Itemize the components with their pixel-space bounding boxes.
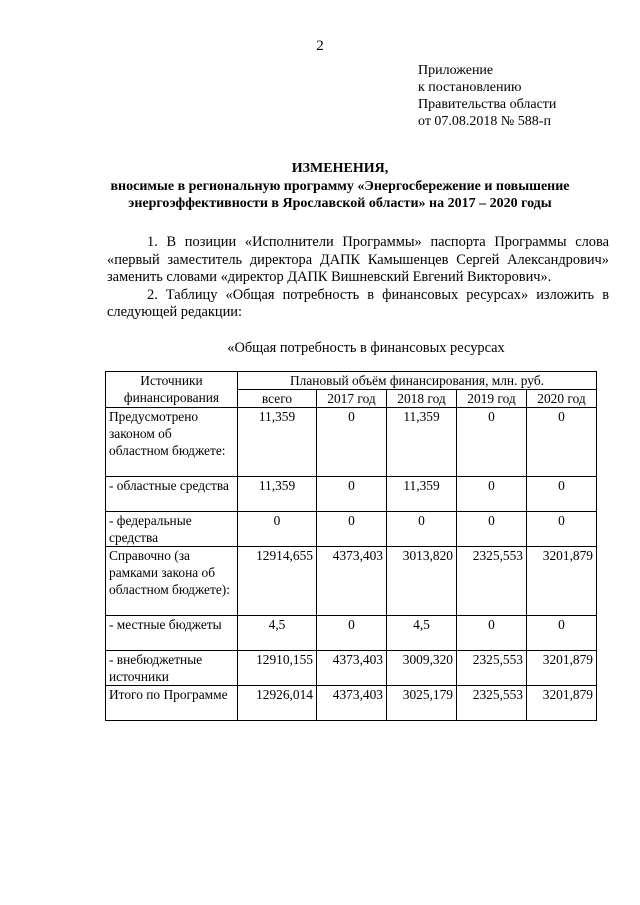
column-header: всего bbox=[238, 390, 317, 408]
column-header: 2020 год bbox=[527, 390, 597, 408]
table-cell: 0 bbox=[527, 408, 597, 477]
table-cell: 11,359 bbox=[387, 408, 457, 477]
page-number: 2 bbox=[316, 38, 324, 54]
table-cell: 2325,553 bbox=[457, 547, 527, 616]
table-cell: 11,359 bbox=[387, 477, 457, 512]
table-cell: 3025,179 bbox=[387, 686, 457, 721]
paragraph: 1. В позиции «Исполнители Программы» паспорта Программы слова «первый заместитель директора ДАПК Камышенцев Сергей Александрович» заменить словами «директор ДАПК Вишневский Евгений Викторович». bbox=[107, 234, 609, 285]
table-row bbox=[106, 477, 597, 512]
table-cell: 4373,403 bbox=[317, 651, 387, 686]
row-label: - областные средства bbox=[106, 477, 238, 512]
row-label: - внебюджетные источники bbox=[106, 651, 238, 686]
table-cell: 4,5 bbox=[387, 616, 457, 651]
paragraph: 2. Таблицу «Общая потребность в финансовых ресурсах» изложить в следующей редакции: bbox=[107, 286, 609, 320]
table-header-row bbox=[106, 372, 597, 390]
table-row bbox=[106, 512, 597, 547]
table-cell: 12914,655 bbox=[238, 547, 317, 616]
table-caption: «Общая потребность в финансовых ресурсах bbox=[227, 340, 505, 356]
column-header: 2018 год bbox=[387, 390, 457, 408]
title-line: вносимые в региональную программу «Энергосбережение и повышение bbox=[110, 179, 570, 194]
appendix-line: к постановлению bbox=[418, 80, 522, 95]
table-cell: 0 bbox=[387, 512, 457, 547]
table-cell: 0 bbox=[527, 512, 597, 547]
table-cell: 0 bbox=[457, 408, 527, 477]
table-cell: 4,5 bbox=[238, 616, 317, 651]
table-cell: 2325,553 bbox=[457, 651, 527, 686]
table-cell: 0 bbox=[317, 616, 387, 651]
table-row bbox=[106, 547, 597, 616]
document-title bbox=[60, 160, 620, 212]
table-row bbox=[106, 651, 597, 686]
table-cell: 0 bbox=[238, 512, 317, 547]
table-row bbox=[106, 408, 597, 477]
row-label: - местные бюджеты bbox=[106, 616, 238, 651]
table-cell: 12910,155 bbox=[238, 651, 317, 686]
table-cell: 0 bbox=[527, 477, 597, 512]
row-label: - федеральные средства bbox=[106, 512, 238, 547]
table-cell: 12926,014 bbox=[238, 686, 317, 721]
table-cell: 3201,879 bbox=[527, 547, 597, 616]
title-heading: ИЗМЕНЕНИЯ, bbox=[291, 161, 389, 176]
row-label: Справочно (за рамками закона об областном бюджете): bbox=[106, 547, 238, 616]
table-cell: 0 bbox=[317, 477, 387, 512]
table-cell: 0 bbox=[457, 512, 527, 547]
appendix-block bbox=[418, 62, 556, 130]
table-cell: 0 bbox=[457, 477, 527, 512]
appendix-line: Приложение bbox=[418, 63, 494, 78]
table-cell: 2325,553 bbox=[457, 686, 527, 721]
table-cell: 0 bbox=[457, 616, 527, 651]
table-cell: 3009,320 bbox=[387, 651, 457, 686]
table-cell: 11,359 bbox=[238, 477, 317, 512]
table-cell: 4373,403 bbox=[317, 686, 387, 721]
table-row bbox=[106, 616, 597, 651]
appendix-line: от 07.08.2018 № 588-п bbox=[418, 114, 551, 129]
row-label: Предусмотрено законом об областном бюджете: bbox=[106, 408, 238, 477]
header-plan: Плановый объём финансирования, млн. руб. bbox=[238, 372, 597, 390]
table-cell: 0 bbox=[317, 408, 387, 477]
table-cell: 4373,403 bbox=[317, 547, 387, 616]
header-source: Источники финансирования bbox=[106, 372, 238, 408]
table-row-total bbox=[106, 686, 597, 721]
table-cell: 11,359 bbox=[238, 408, 317, 477]
title-line: энергоэффективности в Ярославской области» на 2017 – 2020 годы bbox=[128, 196, 552, 211]
column-header: 2017 год bbox=[317, 390, 387, 408]
body-text bbox=[107, 234, 609, 322]
table-cell: 3201,879 bbox=[527, 651, 597, 686]
table-cell: 0 bbox=[527, 616, 597, 651]
column-header: 2019 год bbox=[457, 390, 527, 408]
row-label: Итого по Программе bbox=[106, 686, 238, 721]
financing-table bbox=[105, 371, 597, 721]
table-cell: 3013,820 bbox=[387, 547, 457, 616]
table-cell: 3201,879 bbox=[527, 686, 597, 721]
table-cell: 0 bbox=[317, 512, 387, 547]
appendix-line: Правительства области bbox=[418, 97, 557, 112]
